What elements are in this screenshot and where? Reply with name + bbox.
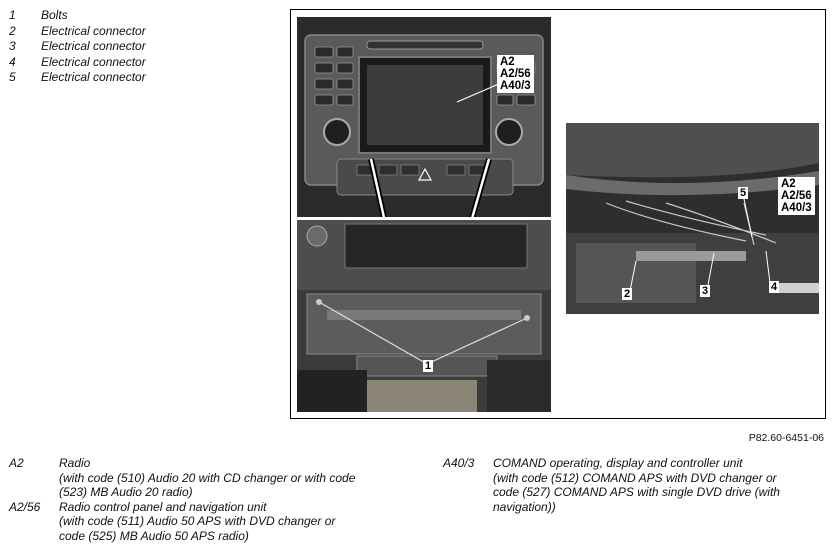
- legend-number: 1: [9, 8, 16, 22]
- legend-row: [9, 55, 146, 71]
- legend-text: Electrical connector: [41, 23, 146, 38]
- callout-line: A2: [781, 178, 796, 190]
- component-legend-left: [9, 456, 409, 543]
- legend-text: Electrical connector: [41, 70, 146, 84]
- legend-row: [9, 70, 146, 86]
- legend-description: [59, 500, 335, 544]
- legend-row: [9, 24, 146, 40]
- component-callout-right: [778, 177, 815, 215]
- bolts-legend: [9, 8, 146, 86]
- connector-label-2: 2: [624, 288, 631, 300]
- legend-description: [59, 456, 355, 500]
- callout-line: A2/56: [500, 68, 531, 80]
- callout-line: A2: [500, 56, 515, 68]
- photo-electrical-connectors: [566, 123, 819, 314]
- legend-detail: (with code (510) Audio 20 with CD changer or with code: [59, 470, 356, 485]
- legend-code: A2: [9, 456, 24, 470]
- dashboard-illustration: [297, 17, 551, 217]
- legend-detail: (523) MB Audio 20 radio): [59, 485, 193, 499]
- connectors-illustration: [566, 123, 819, 314]
- legend-item-a2-56: [9, 500, 409, 544]
- callout-line: A2/56: [781, 190, 812, 202]
- legend-text: Electrical connector: [41, 39, 146, 53]
- legend-text: Bolts: [41, 8, 68, 22]
- legend-number: 3: [9, 39, 16, 53]
- legend-number: 5: [9, 70, 16, 84]
- component-legend-right: [443, 456, 823, 514]
- legend-detail: code (525) MB Audio 50 APS radio): [59, 528, 249, 543]
- legend-row: [9, 8, 146, 24]
- photo-radio-bolts: [297, 220, 551, 412]
- legend-code: A2/56: [9, 499, 41, 514]
- legend-description: [493, 456, 780, 514]
- legend-code: A40/3: [443, 456, 475, 470]
- figure-code: P82.60-6451-06: [748, 432, 824, 444]
- photo-dashboard-radio: [297, 17, 551, 217]
- bolts-label: 1: [425, 360, 432, 372]
- callout-line: A40/3: [500, 80, 531, 92]
- connector-label-3: 3: [702, 285, 709, 297]
- figure-frame: [290, 9, 826, 419]
- legend-detail: (with code (512) COMAND APS with DVD changer or: [493, 470, 777, 485]
- legend-item-a2: [9, 456, 409, 500]
- callout-line: A40/3: [781, 202, 812, 214]
- legend-detail: code (527) COMAND APS with single DVD drive (with: [493, 485, 780, 499]
- legend-title: COMAND operating, display and controller unit: [493, 456, 743, 470]
- connector-label-5: 5: [740, 187, 747, 199]
- legend-number: 4: [9, 54, 16, 69]
- legend-text: Electrical connector: [41, 54, 146, 69]
- legend-title: Radio: [59, 456, 91, 470]
- legend-item-a40-3: [443, 456, 823, 514]
- legend-row: [9, 39, 146, 55]
- legend-detail: navigation)): [493, 499, 556, 514]
- legend-detail: (with code (511) Audio 50 APS with DVD changer or: [59, 514, 336, 528]
- legend-title: Radio control panel and navigation unit: [59, 499, 267, 514]
- component-callout-left: [497, 55, 534, 93]
- connector-label-4: 4: [771, 281, 778, 293]
- radio-removal-illustration: [297, 220, 551, 412]
- legend-number: 2: [9, 23, 16, 38]
